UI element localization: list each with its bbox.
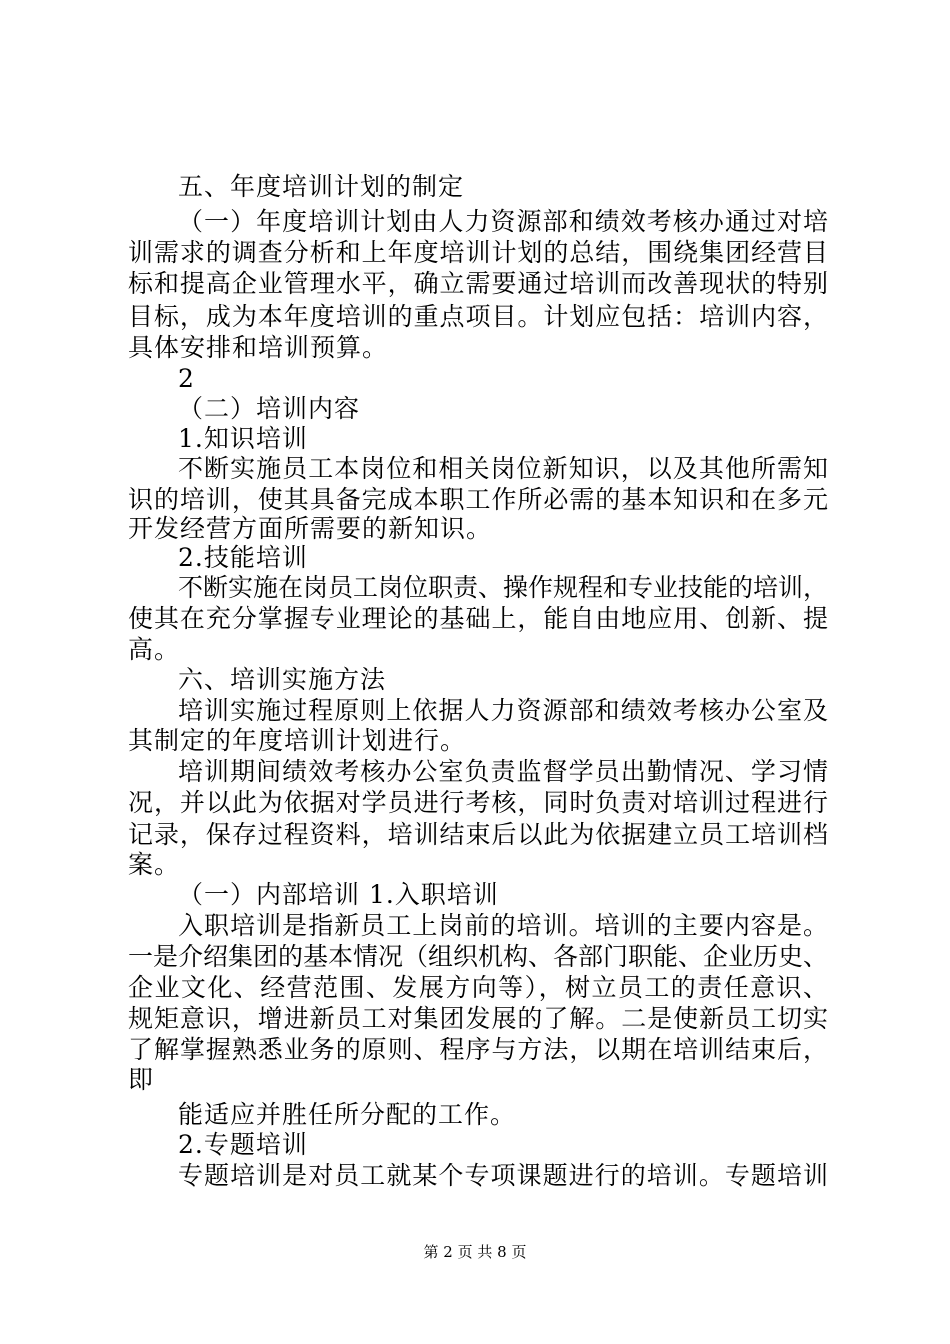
paragraph-line: 专题培训是对员工就某个专项课题进行的培训。专题培训 <box>178 1161 828 1190</box>
subsection-heading: 1.知识培训 <box>178 424 308 453</box>
paragraph-line: 规矩意识，增进新员工对集团发展的了解。二是使新员工切实 <box>128 1004 828 1033</box>
paragraph-line: 案。 <box>128 850 181 879</box>
paragraph-line: 即 <box>128 1065 155 1094</box>
paragraph-line: （一）年度培训计划由人力资源部和绩效考核办通过对培 <box>178 207 828 236</box>
paragraph-line: 了解掌握熟悉业务的原则、程序与方法，以期在培训结束后， <box>128 1035 828 1064</box>
list-number: 2 <box>178 364 195 393</box>
paragraph-line: 不断实施员工本岗位和相关岗位新知识，以及其他所需知 <box>178 454 828 483</box>
paragraph-line: 记录，保存过程资料，培训结束后以此为依据建立员工培训档 <box>128 820 828 849</box>
subsection-heading: （一）内部培训 1.入职培训 <box>178 880 499 909</box>
paragraph-line: 目标，成为本年度培训的重点项目。计划应包括：培训内容， <box>128 302 828 331</box>
paragraph-line: 培训实施过程原则上依据人力资源部和绩效考核办公室及 <box>178 696 828 725</box>
paragraph-line: 能适应并胜任所分配的工作。 <box>178 1100 517 1129</box>
subsection-heading: 2.技能培训 <box>178 543 308 572</box>
paragraph-line: 高。 <box>128 635 181 664</box>
paragraph-line: 开发经营方面所需要的新知识。 <box>128 514 493 543</box>
section-heading-5: 五、年度培训计划的制定 <box>178 172 465 201</box>
paragraph-line: 具体安排和培训预算。 <box>128 333 389 362</box>
paragraph-line: 况，并以此为依据对学员进行考核，同时负责对培训过程进行 <box>128 788 828 817</box>
subsection-heading: 2.专题培训 <box>178 1130 308 1159</box>
paragraph-line: 培训期间绩效考核办公室负责监督学员出勤情况、学习情 <box>178 757 828 786</box>
paragraph-line: 入职培训是指新员工上岗前的培训。培训的主要内容是。 <box>178 911 828 940</box>
paragraph-line: 一是介绍集团的基本情况（组织机构、各部门职能、企业历史、 <box>128 942 829 971</box>
paragraph-line: 使其在充分掌握专业理论的基础上，能自由地应用、创新、提 <box>128 604 828 633</box>
paragraph-line: 识的培训，使其具备完成本职工作所必需的基本知识和在多元 <box>128 485 828 514</box>
section-heading-6: 六、培训实施方法 <box>178 665 387 694</box>
subsection-heading: （二）培训内容 <box>178 394 361 423</box>
paragraph-line: 企业文化、经营范围、发展方向等），树立员工的责任意识、 <box>128 973 828 1002</box>
page-footer: 第 2 页 共 8 页 <box>423 1243 527 1261</box>
paragraph-line: 训需求的调查分析和上年度培训计划的总结，围绕集团经营目 <box>128 238 828 267</box>
paragraph-line: 标和提高企业管理水平，确立需要通过培训而改善现状的特别 <box>128 269 828 298</box>
paragraph-line: 其制定的年度培训计划进行。 <box>128 726 467 755</box>
paragraph-line: 不断实施在岗员工岗位职责、操作规程和专业技能的培训， <box>178 573 829 602</box>
